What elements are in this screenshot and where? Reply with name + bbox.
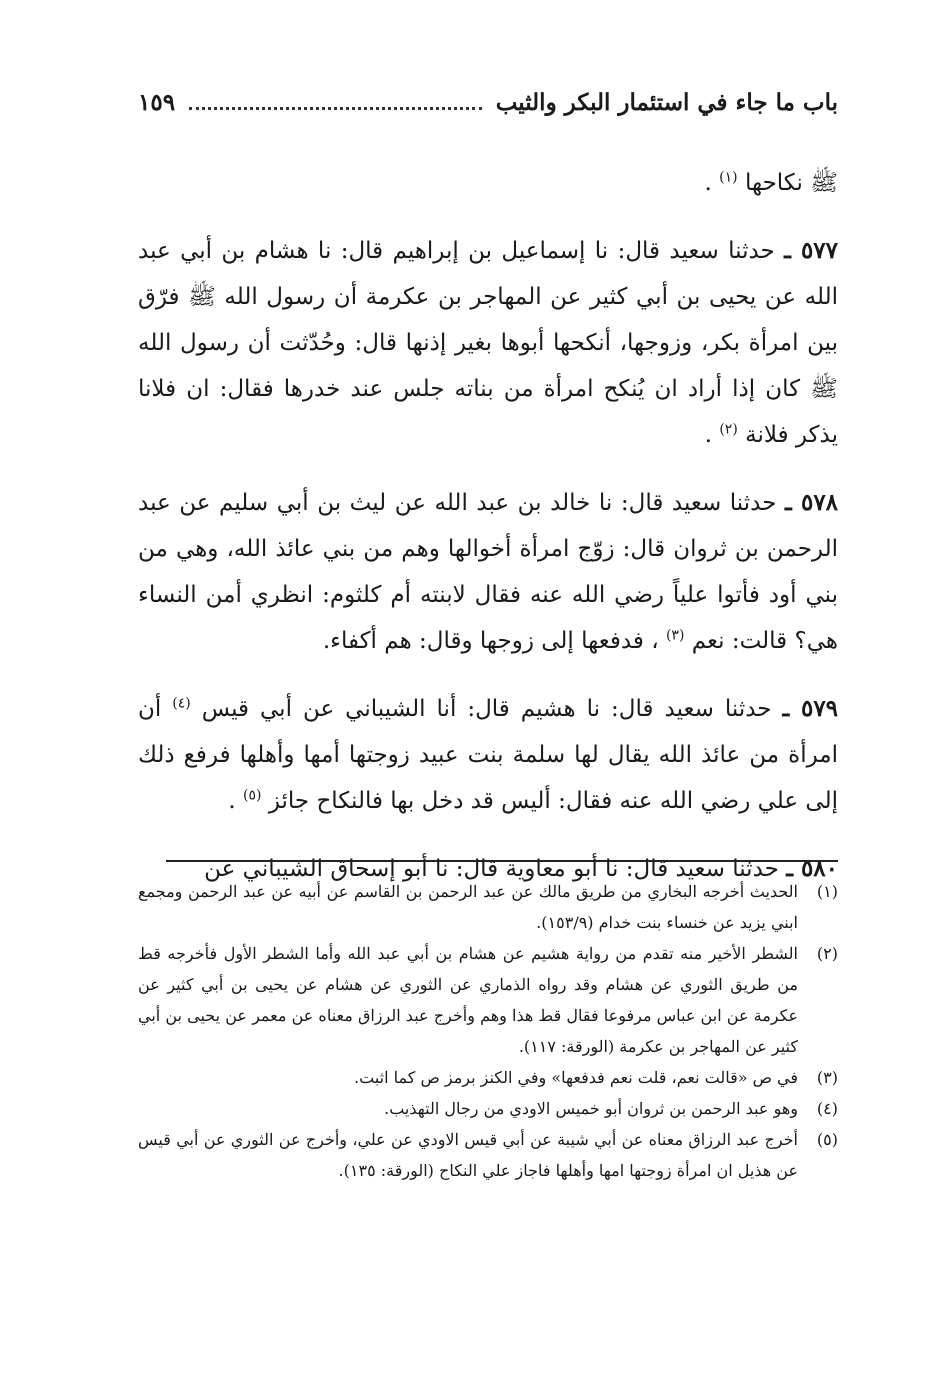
footnote-1 bbox=[138, 876, 838, 938]
hadith-579 bbox=[138, 686, 838, 824]
footnote-text: وهو عبد الرحمن بن ثروان أبو خميس الاودي من رجال التهذيب. bbox=[384, 1099, 798, 1118]
footnote-2 bbox=[138, 938, 838, 1062]
hadith-text: حدثنا سعيد قال: نا أبو معاوية قال: نا أبو إسحاق الشيباني عن bbox=[204, 856, 779, 882]
hadith-number: ٥٧٩ ـ bbox=[782, 695, 839, 722]
footnote-ref: (١) bbox=[719, 169, 738, 186]
running-header bbox=[138, 82, 838, 122]
footnote-text: الشطر الأخير منه تقدم من رواية هشيم عن هشام بن أبي عبد الله وأما الشطر الأول فأخرجه قط من طريق الثوري عن هشام وقد رواه الذماري عن الثوري عن هشام عن يحيى بن أبي كثير عن عكرمة عن ابن عباس مرفوعا فقال قط هذا وهم وأخرج عبد الرزاق معناه عن معمر عن يحيى بن أبي كثير عن المهاجر بن عكرمة (الورقة: ١١٧). bbox=[138, 944, 798, 1056]
footnote-ref: (٤) bbox=[172, 695, 191, 712]
hadith-number: ٥٧٧ ـ bbox=[784, 237, 838, 264]
hadith-number: ٥٧٨ ـ bbox=[784, 489, 839, 516]
footnote-mark: (٥) bbox=[816, 1130, 838, 1149]
footnotes bbox=[138, 876, 838, 1186]
main-text bbox=[138, 160, 838, 914]
footnote-text: أخرج عبد الرزاق معناه عن أبي شيبة عن أبي قيس الاودي عن علي، وأخرج عن الثوري عن أبي قيس عن هذيل ان امرأة زوجتها امها وأهلها فاجاز علي النكاح (الورقة: ١٣٥). bbox=[138, 1130, 798, 1180]
hadith-end: . bbox=[704, 422, 713, 448]
hadith-end: أن امرأة من عائذ الله يقال لها سلمة بنت عبيد زوجتها أمها وأهلها فرفع ذلك إلى علي رضي الله عنه فقال: أليس قد دخل بها فالنكاح جائز bbox=[138, 696, 838, 814]
hadith-end: . bbox=[228, 788, 236, 814]
continuation-text: ﷺ نكاحها bbox=[744, 170, 838, 196]
hadith-578 bbox=[138, 480, 838, 664]
footnote-mark: (٣) bbox=[816, 1068, 838, 1087]
leader-dots bbox=[189, 107, 482, 110]
footnote-divider bbox=[166, 860, 838, 862]
footnote-ref: (٥) bbox=[243, 787, 262, 804]
hadith-text: حدثنا سعيد قال: نا إسماعيل بن إبراهيم قال: نا هشام بن أبي عبد الله عن يحيى بن أبي كثير عن المهاجر بن عكرمة أن رسول الله ﷺ فرّق بين امرأة بكر، وزوجها، أنكحها أبوها بغير إذنها قال: وحُدّثت أن رسول الله ﷺ كان إذا أراد ان يُنكح امرأة من بناته جلس عند خدرها فقال: ان فلانا يذكر فلانة bbox=[138, 238, 838, 448]
footnote-mark: (٢) bbox=[816, 944, 838, 963]
footnote-ref: (٣) bbox=[665, 627, 685, 644]
continuation-line bbox=[138, 160, 838, 206]
hadith-number: ٥٨٠ ـ bbox=[786, 855, 838, 882]
footnote-mark: (٤) bbox=[816, 1099, 838, 1118]
footnote-4 bbox=[138, 1093, 838, 1124]
footnote-text: الحديث أخرجه البخاري من طريق مالك عن عبد الرحمن بن القاسم عن أبيه عن عبد الرحمن ومجمع ابني يزيد عن خنساء بنت خدام (١٥٣/٩). bbox=[138, 882, 798, 932]
footnote-ref: (٢) bbox=[719, 421, 738, 438]
hadith-text: حدثنا سعيد قال: نا هشيم قال: أنا الشيباني عن أبي قيس bbox=[201, 696, 772, 722]
footnote-3 bbox=[138, 1062, 838, 1093]
hadith-text: حدثنا سعيد قال: نا خالد بن عبد الله عن ليث بن أبي سليم عن عبد الرحمن بن ثروان قال: زوّج امرأة أخوالها وهم من بني عائذ الله، وهي من بني أود فأتوا علياً رضي الله عنه فقال لابنته أم كلثوم: انظري أمن النساء هي؟ قالت: نعم bbox=[138, 490, 838, 654]
hadith-577 bbox=[138, 228, 838, 458]
footnote-text: في ص «قالت نعم، قلت نعم فدفعها» وفي الكنز برمز ص كما اثبت. bbox=[354, 1068, 798, 1087]
footnote-5 bbox=[138, 1124, 838, 1186]
footnote-mark: (١) bbox=[816, 882, 838, 901]
page-number: ١٥٩ bbox=[138, 88, 176, 116]
continuation-end: . bbox=[704, 170, 712, 196]
chapter-title: باب ما جاء في استئمار البكر والثيب bbox=[495, 88, 838, 116]
hadith-end: ، فدفعها إلى زوجها وقال: هم أكفاء. bbox=[322, 628, 659, 654]
